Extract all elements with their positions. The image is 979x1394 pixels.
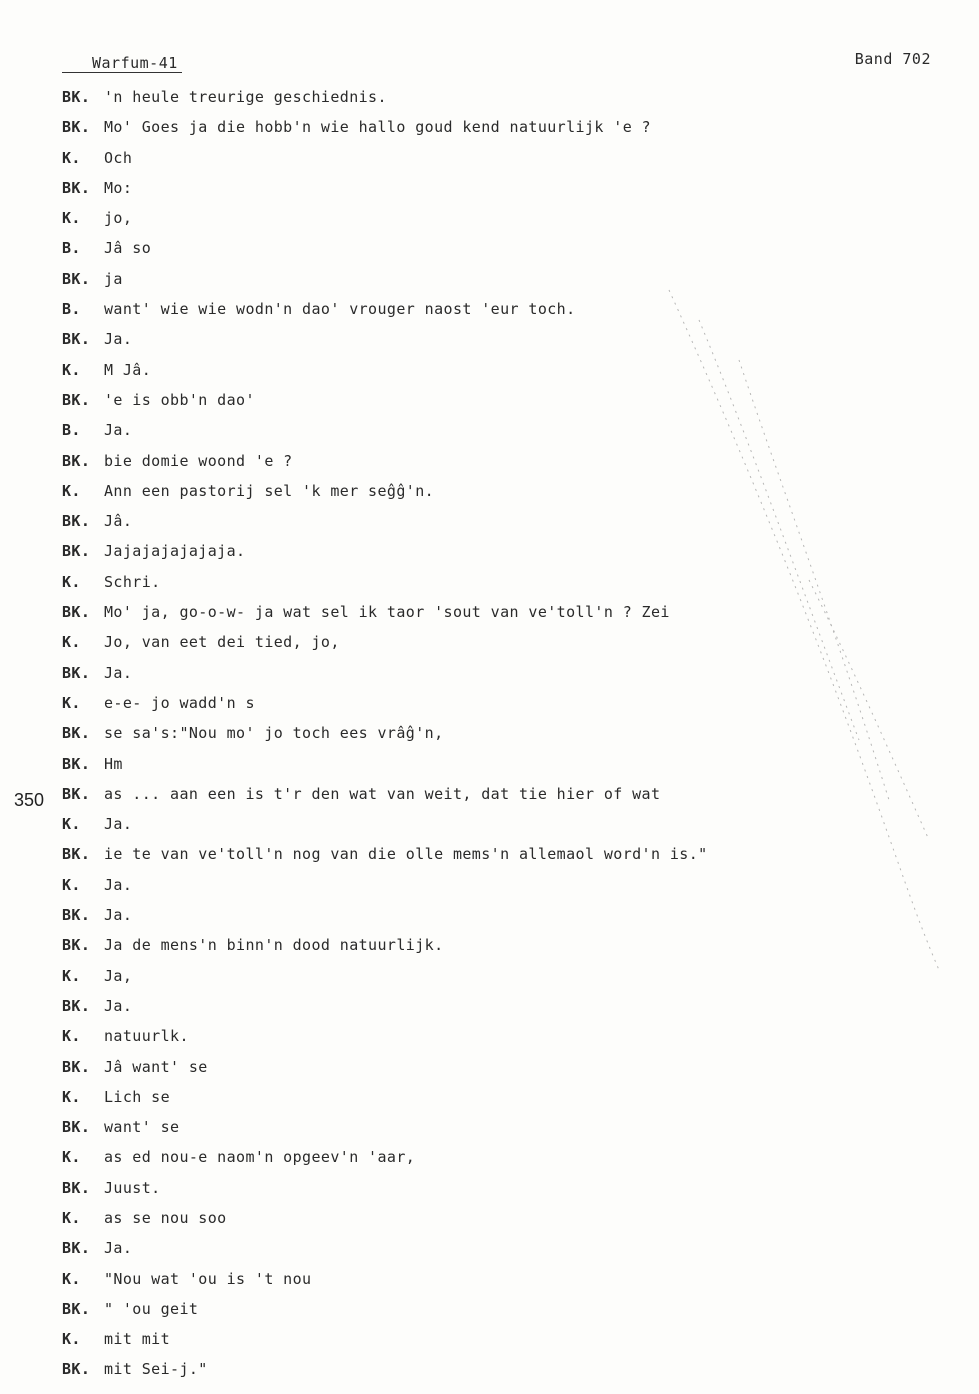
utterance-text: jo,: [104, 209, 133, 228]
utterance-text: Ja,: [104, 966, 133, 985]
speaker-label: BK.: [62, 724, 91, 743]
utterance-text: se sa's:"Nou mo' jo toch ees vrâĝ'n,: [104, 724, 444, 743]
transcript-line: [62, 385, 942, 415]
transcript-line: [62, 233, 942, 263]
speaker-label: BK.: [62, 1299, 91, 1318]
utterance-text: Jâ want' se: [104, 1057, 208, 1076]
speaker-label: BK.: [62, 936, 91, 955]
transcript-line: [62, 112, 942, 142]
transcript-line: [62, 1233, 942, 1263]
utterance-text: Ja.: [104, 815, 133, 834]
utterance-text: Juust.: [104, 1178, 161, 1197]
speaker-label: BK.: [62, 754, 91, 773]
speaker-label: B.: [62, 239, 81, 258]
transcript-line: [62, 1354, 942, 1384]
transcript-line: [62, 82, 942, 112]
transcript-line: [62, 870, 942, 900]
transcript-line: [62, 1052, 942, 1082]
transcript-line: [62, 1294, 942, 1324]
speaker-label: K.: [62, 1027, 81, 1046]
speaker-label: BK.: [62, 330, 91, 349]
utterance-text: as se nou soo: [104, 1208, 227, 1227]
speaker-label: BK.: [62, 1118, 91, 1137]
speaker-label: BK.: [62, 996, 91, 1015]
utterance-text: mit mit: [104, 1330, 171, 1349]
utterance-text: Mo' Goes ja die hobb'n wie hallo goud kend natuurlijk 'e ?: [104, 118, 651, 137]
utterance-text: Hm: [104, 754, 123, 773]
utterance-text: e-e- jo wadd'n s: [104, 693, 255, 712]
utterance-text: want' se: [104, 1118, 180, 1137]
transcript-lines: [62, 82, 942, 1385]
utterance-text: natuurlk.: [104, 1027, 189, 1046]
transcript-line: [62, 688, 942, 718]
speaker-label: K.: [62, 966, 81, 985]
utterance-text: Ja.: [104, 421, 133, 440]
speaker-label: BK.: [62, 663, 91, 682]
speaker-label: B.: [62, 300, 81, 319]
utterance-text: M Jâ.: [104, 360, 152, 379]
utterance-text: Och: [104, 148, 133, 167]
transcript-line: [62, 143, 942, 173]
utterance-text: ja: [104, 269, 123, 288]
transcript-line: [62, 597, 942, 627]
speaker-label: K.: [62, 875, 81, 894]
transcript-line: [62, 1324, 942, 1354]
transcript-line: [62, 506, 942, 536]
utterance-text: Ja.: [104, 875, 133, 894]
transcript-line: [62, 1203, 942, 1233]
transcript-line: [62, 718, 942, 748]
transcript-line: [62, 1142, 942, 1172]
transcript-line: [62, 567, 942, 597]
utterance-text: Jo, van eet dei tied, jo,: [104, 633, 340, 652]
transcript-line: [62, 1021, 942, 1051]
speaker-label: BK.: [62, 542, 91, 561]
transcript-line: [62, 658, 942, 688]
utterance-text: Ja de mens'n binn'n dood natuurlijk.: [104, 936, 444, 955]
speaker-label: BK.: [62, 390, 91, 409]
speaker-label: BK.: [62, 269, 91, 288]
transcript-line: [62, 415, 942, 445]
speaker-label: BK.: [62, 88, 91, 106]
utterance-text: Mo:: [104, 178, 133, 197]
utterance-text: 'e is obb'n dao': [104, 390, 255, 409]
utterance-text: Mo' ja, go-o-w- ja wat sel ik taor 'sout van ve'toll'n ? Zei: [104, 603, 670, 622]
transcript-line: [62, 991, 942, 1021]
utterance-text: Ja.: [104, 663, 133, 682]
utterance-text: ie te van ve'toll'n nog van die olle mems'n allemaol word'n is.": [104, 845, 708, 864]
utterance-text: mit Sei-j.": [104, 1360, 208, 1379]
transcript-line: [62, 446, 942, 476]
transcript-line: [62, 264, 942, 294]
speaker-label: B.: [62, 421, 81, 440]
transcript-line: [62, 961, 942, 991]
speaker-label: K.: [62, 481, 81, 500]
speaker-label: K.: [62, 360, 81, 379]
speaker-label: BK.: [62, 512, 91, 531]
transcript-line: [62, 930, 942, 960]
utterance-text: 'n heule treurige geschiednis.: [104, 88, 387, 106]
transcript-line: [62, 900, 942, 930]
speaker-label: K.: [62, 1269, 81, 1288]
utterance-text: Jâ.: [104, 512, 133, 531]
speaker-label: K.: [62, 815, 81, 834]
transcript-line: [62, 1264, 942, 1294]
utterance-text: bie domie woond 'e ?: [104, 451, 293, 470]
utterance-text: "Nou wat 'ou is 't nou: [104, 1269, 312, 1288]
speaker-label: BK.: [62, 178, 91, 197]
transcript-line: [62, 627, 942, 657]
transcript-line: [62, 203, 942, 233]
utterance-text: Schri.: [104, 572, 161, 591]
document-title: Warfum-41: [62, 54, 182, 73]
transcript-line: [62, 779, 942, 809]
transcript-line: [62, 1082, 942, 1112]
speaker-label: K.: [62, 1087, 81, 1106]
utterance-text: Ann een pastorij sel 'k mer seĝĝ'n.: [104, 481, 435, 500]
speaker-label: K.: [62, 572, 81, 591]
speaker-label: K.: [62, 1148, 81, 1167]
utterance-text: as ... aan een is t'r den wat van weit, dat tie hier of wat: [104, 784, 661, 803]
transcript-line: [62, 173, 942, 203]
utterance-text: Lich se: [104, 1087, 171, 1106]
transcript-line: [62, 749, 942, 779]
utterance-text: Ja.: [104, 906, 133, 925]
speaker-label: BK.: [62, 603, 91, 622]
utterance-text: Jajajajajajaja.: [104, 542, 246, 561]
transcript-line: [62, 324, 942, 354]
transcript-line: [62, 839, 942, 869]
utterance-text: Jâ so: [104, 239, 152, 258]
speaker-label: BK.: [62, 118, 91, 137]
speaker-label: K.: [62, 1330, 81, 1349]
speaker-label: BK.: [62, 1360, 91, 1379]
utterance-text: as ed nou-e naom'n opgeev'n 'aar,: [104, 1148, 416, 1167]
transcript-line: [62, 1112, 942, 1142]
speaker-label: BK.: [62, 784, 91, 803]
utterance-text: want' wie wie wodn'n dao' vrouger naost 'eur toch.: [104, 300, 576, 319]
speaker-label: BK.: [62, 906, 91, 925]
band-number: Band 702: [854, 50, 931, 68]
speaker-label: BK.: [62, 1057, 91, 1076]
speaker-label: K.: [62, 693, 81, 712]
transcript-line: [62, 536, 942, 566]
utterance-text: " 'ou geit: [104, 1299, 199, 1318]
speaker-label: BK.: [62, 451, 91, 470]
transcript-line: [62, 476, 942, 506]
speaker-label: BK.: [62, 1178, 91, 1197]
speaker-label: BK.: [62, 1239, 91, 1258]
speaker-label: K.: [62, 633, 81, 652]
speaker-label: K.: [62, 148, 81, 167]
speaker-label: K.: [62, 209, 81, 228]
transcript-line: [62, 294, 942, 324]
utterance-text: Ja.: [104, 330, 133, 349]
utterance-text: Ja.: [104, 996, 133, 1015]
transcript-line: [62, 809, 942, 839]
margin-line-number: 350: [14, 790, 45, 810]
speaker-label: K.: [62, 1208, 81, 1227]
utterance-text: Ja.: [104, 1239, 133, 1258]
transcript-line: [62, 1173, 942, 1203]
transcript-line: [62, 355, 942, 385]
speaker-label: BK.: [62, 845, 91, 864]
